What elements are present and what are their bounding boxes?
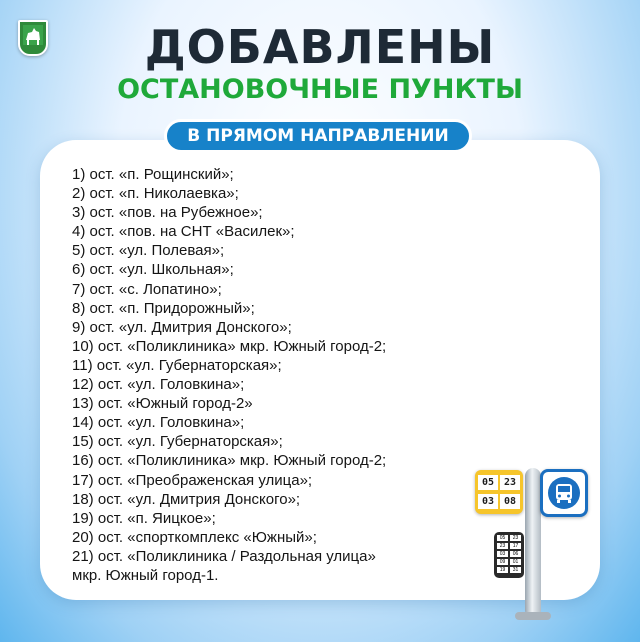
list-item: 9) ост. «ул. Дмитрия Донского»; (72, 318, 292, 336)
bus-stop-pole (525, 468, 541, 618)
timetable-cell: 17 (510, 543, 521, 549)
list-item: 13) ост. «Южный город-2» (72, 395, 253, 413)
list-item: 18) ост. «ул. Дмитрия Донского»; (72, 490, 301, 508)
list-item: 14) ост. «ул. Головкина»; (72, 414, 245, 432)
timetable-cell: 23 (497, 543, 508, 549)
stops-list (72, 165, 386, 585)
list-item: 20) ост. «спорткомплекс «Южный»; (72, 528, 317, 546)
timetable-cell: 03 (497, 551, 508, 557)
bus-stop-pole-base (515, 612, 551, 620)
timetable-board (494, 532, 524, 578)
list-item: 12) ост. «ул. Головкина»; (72, 376, 245, 394)
list-item: 16) ост. «Поликлиника» мкр. Южный город-2; (72, 452, 387, 470)
list-item: 5) ост. «ул. Полевая»; (72, 242, 225, 260)
list-item: 17) ост. «Преображенская улица»; (72, 471, 313, 489)
timetable-cell: 23 (510, 535, 521, 541)
page-title: ДОБАВЛЕНЫ (144, 20, 496, 74)
list-item: 11) ост. «ул. Губернаторская»; (72, 356, 282, 374)
timetable-cell: 31 (510, 567, 521, 573)
direction-badge: В ПРЯМОМ НАПРАВЛЕНИИ (164, 119, 472, 153)
list-item: 4) ост. «пов. на СНТ «Василек»; (72, 223, 295, 241)
schedule-time: 23 (500, 475, 520, 490)
list-item: 15) ост. «ул. Губернаторская»; (72, 433, 283, 451)
schedule-time: 03 (478, 494, 498, 509)
list-item: 8) ост. «п. Придорожный»; (72, 299, 255, 317)
bus-stop-sign (540, 469, 588, 517)
list-item: 7) ост. «с. Лопатино»; (72, 280, 222, 298)
timetable-cell: 05 (497, 535, 508, 541)
bus-icon (548, 477, 580, 509)
list-item: 2) ост. «п. Николаевка»; (72, 185, 239, 203)
list-item: 21) ост. «Поликлиника / Раздольная улица» (72, 547, 376, 565)
schedule-sign (475, 470, 523, 514)
timetable-cell: 01 (510, 559, 521, 565)
timetable-cell: 06 (510, 551, 521, 557)
list-item: 6) ост. «ул. Школьная»; (72, 261, 234, 279)
timetable-cell: 09 (497, 559, 508, 565)
schedule-time: 05 (478, 475, 498, 490)
schedule-time: 08 (500, 494, 520, 509)
list-item: 19) ост. «п. Яицкое»; (72, 509, 216, 527)
page-subtitle: ОСТАНОВОЧНЫЕ ПУНКТЫ (117, 74, 523, 105)
list-item: 3) ост. «пов. на Рубежное»; (72, 204, 263, 222)
list-item: 1) ост. «п. Рощинский»; (72, 166, 234, 183)
list-item: 10) ост. «Поликлиника» мкр. Южный город-2; (72, 337, 387, 355)
timetable-cell: 19 (497, 567, 508, 573)
list-item: мкр. Южный город-1. (72, 566, 219, 584)
